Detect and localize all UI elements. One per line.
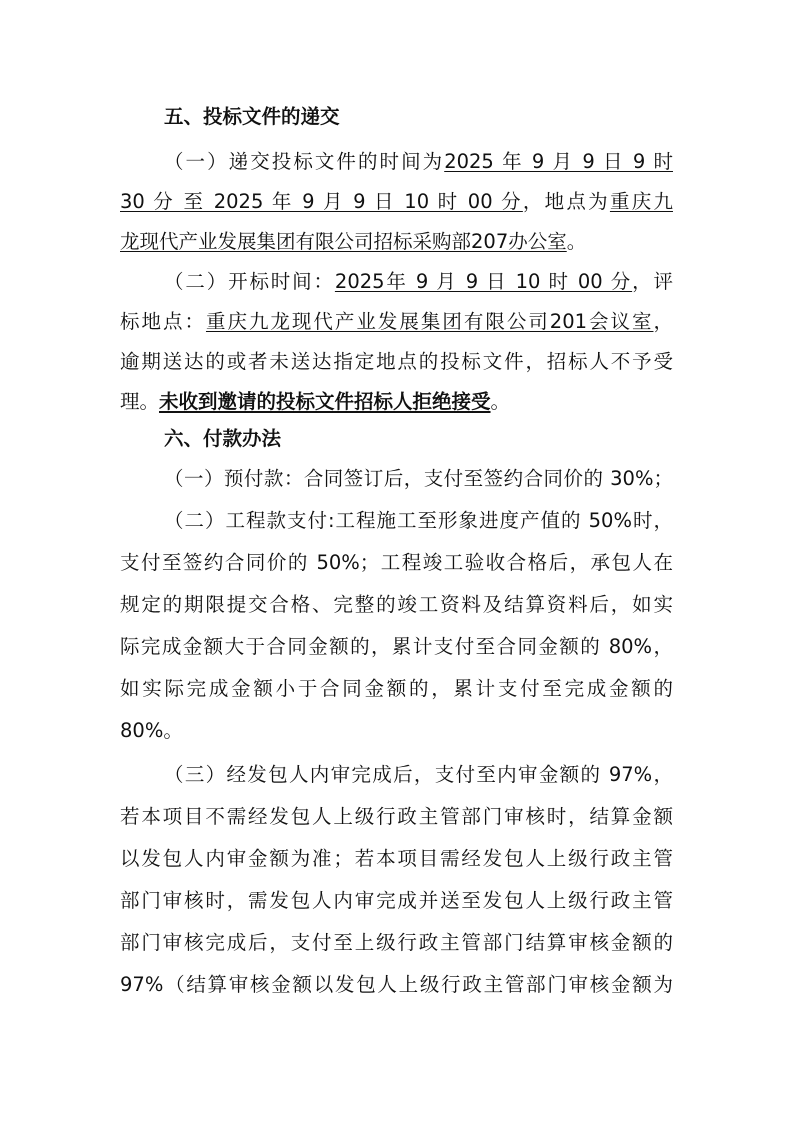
section5-heading: 五、投标文件的递交 [164,105,340,128]
section5-p2-line3: 逾期送达的或者未送达指定地点的投标文件，招标人不予受 [120,350,673,373]
text: 理。 [120,390,160,413]
opening-time: 2025年 9 月 9 日 10 时 00 分 [334,270,633,293]
submission-time-start: 2025 年 9 月 9 日 9 时 [444,150,673,173]
section6-p2-line6: 80%。 [120,719,183,742]
section6-p1: （一）预付款：合同签订后，支付至签约合同价的 30%； [164,467,673,490]
text: （一）递交投标文件的时间为 [164,150,445,173]
section5-p1-line1 [164,147,673,177]
submission-time-end: 30 分 至 2025 年 9 月 9 日 10 时 00 分 [120,190,523,213]
section6-heading: 六、付款办法 [164,427,282,450]
section6-p2-line1: （二）工程款支付:工程施工至形象进度产值的 50%时， [164,509,673,532]
text: ， [653,310,673,333]
section6-p3-line1: （三）经发包人内审完成后，支付至内审金额的 97%， [164,763,673,786]
opening-location: 重庆九龙现代产业发展集团有限公司201会议室 [205,310,654,333]
submission-location-start: 重庆九 [609,190,673,213]
text: ，评 [632,270,673,293]
section6-p3-line2: 若本项目不需经发包人上级行政主管部门审核时，结算金额 [120,805,673,828]
section6-p2-line2: 支付至签约合同价的 50%；工程竣工验收合格后，承包人在 [120,551,673,574]
text: （二）开标时间： [164,270,335,293]
section6-p3-line5: 部门审核完成后，支付至上级行政主管部门结算审核金额的 [120,931,673,954]
section6-p2-line5: 如实际完成金额小于合同金额的，累计支付至完成金额的 [120,677,673,700]
section5-p2-line2 [120,307,673,337]
text: 。 [566,230,587,253]
text: ，地点为 [522,190,610,213]
text: 。 [490,390,511,413]
section6-p2-line4: 际完成金额大于合同金额的，累计支付至合同金额的 80%， [120,635,673,658]
section5-p2-line1 [164,267,673,297]
text: 标地点： [120,310,206,333]
section6-p3-line6: 97%（结算审核金额以发包人上级行政主管部门审核金额为 [120,973,673,996]
section6-p3-line4: 部门审核时，需发包人内审完成并送至发包人上级行政主管 [120,889,673,912]
section5-p2-line4 [120,387,673,417]
section6-p3-line3: 以发包人内审金额为准；若本项目需经发包人上级行政主管 [120,847,673,870]
rejection-notice: 未收到邀请的投标文件招标人拒绝接受 [159,390,491,413]
section5-p1-line2 [120,187,673,217]
submission-location: 龙现代产业发展集团有限公司招标采购部207办公室 [120,230,567,253]
section5-p1-line3 [120,227,673,257]
section6-p2-line3: 规定的期限提交合格、完整的竣工资料及结算资料后，如实 [120,593,673,616]
